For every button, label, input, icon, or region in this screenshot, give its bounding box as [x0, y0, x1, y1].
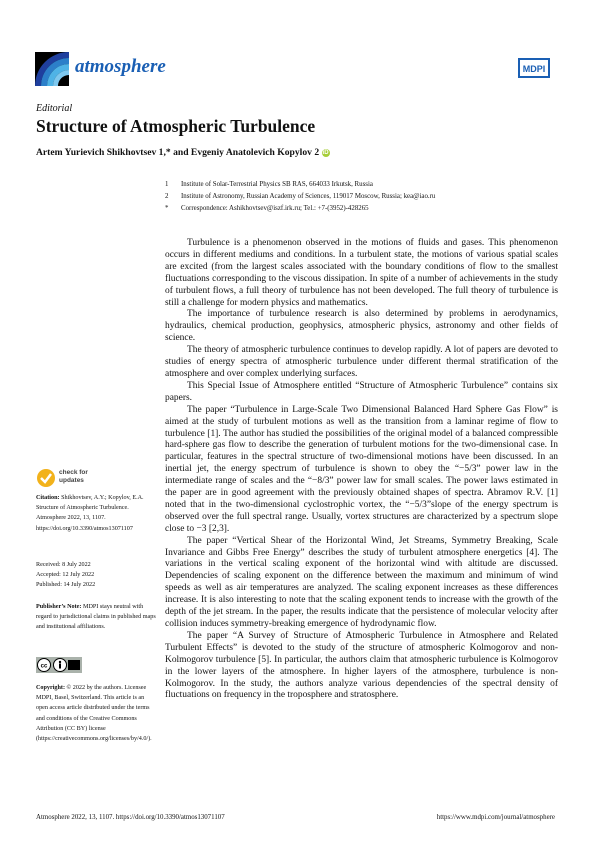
check-for-updates-badge[interactable]: check for updates: [36, 466, 96, 492]
cc-by-license-icon[interactable]: [36, 657, 82, 673]
footer-citation: Atmosphere 2022, 13, 1107. https://doi.org/10.3390/atmos13071107: [36, 814, 225, 821]
authors-text: Artem Yurievich Shikhovtsev 1,* and Evgeniy Anatolevich Kopylov 2: [36, 147, 320, 158]
paragraph: Turbulence is a phenomenon observed in the motions of fluids and gases. This phenomenon occurs in different mediums and conditions. In a turbulent state, the motions of various spatial scales are excited (from the largest scales associated with the boundary conditions of flow to the smallest fluctuations corresponding to the viscous dissipation. In spite of a number of achievements in the study of turbulent flows, a full theory of turbulence has not been developed. The full theory of turbulence is still a challenge for modern physics and mathematics.: [165, 238, 558, 308]
citation-block: Citation: Shikhovtsev, A.Y.; Kopylov, E.A. Structure of Atmospheric Turbulence. Atmosphere 2022, 13, 1107. https://doi.org/10.3390/atmos13071107: [36, 495, 144, 532]
paragraph: The theory of atmospheric turbulence continues to develop rapidly. A lot of papers are devoted to studies of energy spectra of atmospheric turbulence under different thermal stratification of the atmosphere and over complex underlying surfaces.: [165, 345, 558, 379]
authors: [36, 147, 330, 158]
footer-journal-url[interactable]: https://www.mdpi.com/journal/atmosphere: [436, 814, 555, 821]
svg-text:MDPI: MDPI: [522, 64, 546, 74]
paragraph: This Special Issue of Atmosphere entitled “Structure of Atmospheric Turbulence” contains six papers.: [165, 380, 558, 403]
paragraph: The paper “Turbulence in Large-Scale Two Dimensional Balanced Hard Sphere Gas Flow” is aimed at the study of turbulent motions as well as the transition from a laminar regime of flow to turbulence [1]. The author has studied the possibilities of the original model of a balanced compressible hard-sphere gas flow to describe the generation of turbulent motions for the two-dimensional case. In particular, features in the spectral structure of two-dimensional motions have been discussed. In an inertial jet, the energy spectrum of turbulence is shown to obey the “−5/3” power law in the intermediate range of scales and the “−8/3” power law for small scales. The power laws estimated in the paper are in good agreement with the previously obtained shapes of spectra. Abramov R.V. [1] noted that in the two-dimensional cyclostrophic vortex, the “−5/3”slope of the energy spectrum is observed over the full spectral range. Usually, vortex structures are characterized by a spectrum slope close to −3 [2,3].: [165, 404, 558, 534]
body-text: [165, 238, 558, 702]
paragraph: The importance of turbulence research is also determined by problems in aerodynamics, hydraulics, chemical production, geophysics, atmospheric physics, astronomy and other fields of science.: [165, 309, 558, 344]
journal-name: atmosphere: [75, 56, 166, 77]
orcid-icon[interactable]: iD: [322, 150, 329, 156]
publisher-note: Publisher’s Note: MDPI stays neutral with regard to jurisdictional claims in published maps and institutional affiliations.: [36, 604, 156, 631]
dates-block: Received: 8 July 2022 Accepted: 12 July 2022 Published: 14 July 2022: [36, 562, 96, 589]
journal-logo: [35, 52, 69, 86]
paragraph: The paper “Vertical Shear of the Horizontal Wind, Jet Streams, Symmetry Breaking, Scale Invariance and Gibbs Free Energy” describes the study of turbulent atmosphere energetics [4]. The variations in the vertical scaling exponent of the horizontal wind with altitude are discussed. Dependencies of scaling exponent on the difference between the maximum and minimum of wind speeds as well as air temperatures are analyzed. The scaling exponent increases as these differences increase. It is also interesting to note that the scaling exponent tends to increase with the growth of the depth of the jet stream. In the paper, the results indicate that the persistence of molecular velocity after collision induces symmetry-breaking emergence of hydrodynamic flow.: [165, 535, 558, 629]
doc-type: Editorial: [36, 103, 73, 114]
check-updates-icon: [36, 468, 56, 488]
paragraph: The paper “A Survey of Structure of Atmospheric Turbulence in Atmosphere and Related Turbulent Effects” is devoted to the study of the structure of atmospheric Kolmogorov and non-Kolmogorov turbulence [5]. In particular, the authors claim that atmospheric turbulence is Kolmogorov in the lower layers of the atmosphere. In higher layers of the atmosphere, turbulence is non-Kolmogorov. In the study, the authors analyze various dependencies of the spectral density of fluctuations on frequency in the troposphere and stratosphere.: [165, 630, 558, 701]
copyright-block: Copyright: © 2022 by the authors. Licensee MDPI, Basel, Switzerland. This article is an open access article distributed under the terms and conditions of the Creative Commons Attribution (CC BY) license (https://creativecommons.org/licenses/by/4.0/).: [36, 685, 152, 743]
mdpi-logo: [515, 57, 553, 79]
page-title: Structure of Atmospheric Turbulence: [36, 116, 316, 136]
svg-text:cc: cc: [40, 663, 48, 670]
